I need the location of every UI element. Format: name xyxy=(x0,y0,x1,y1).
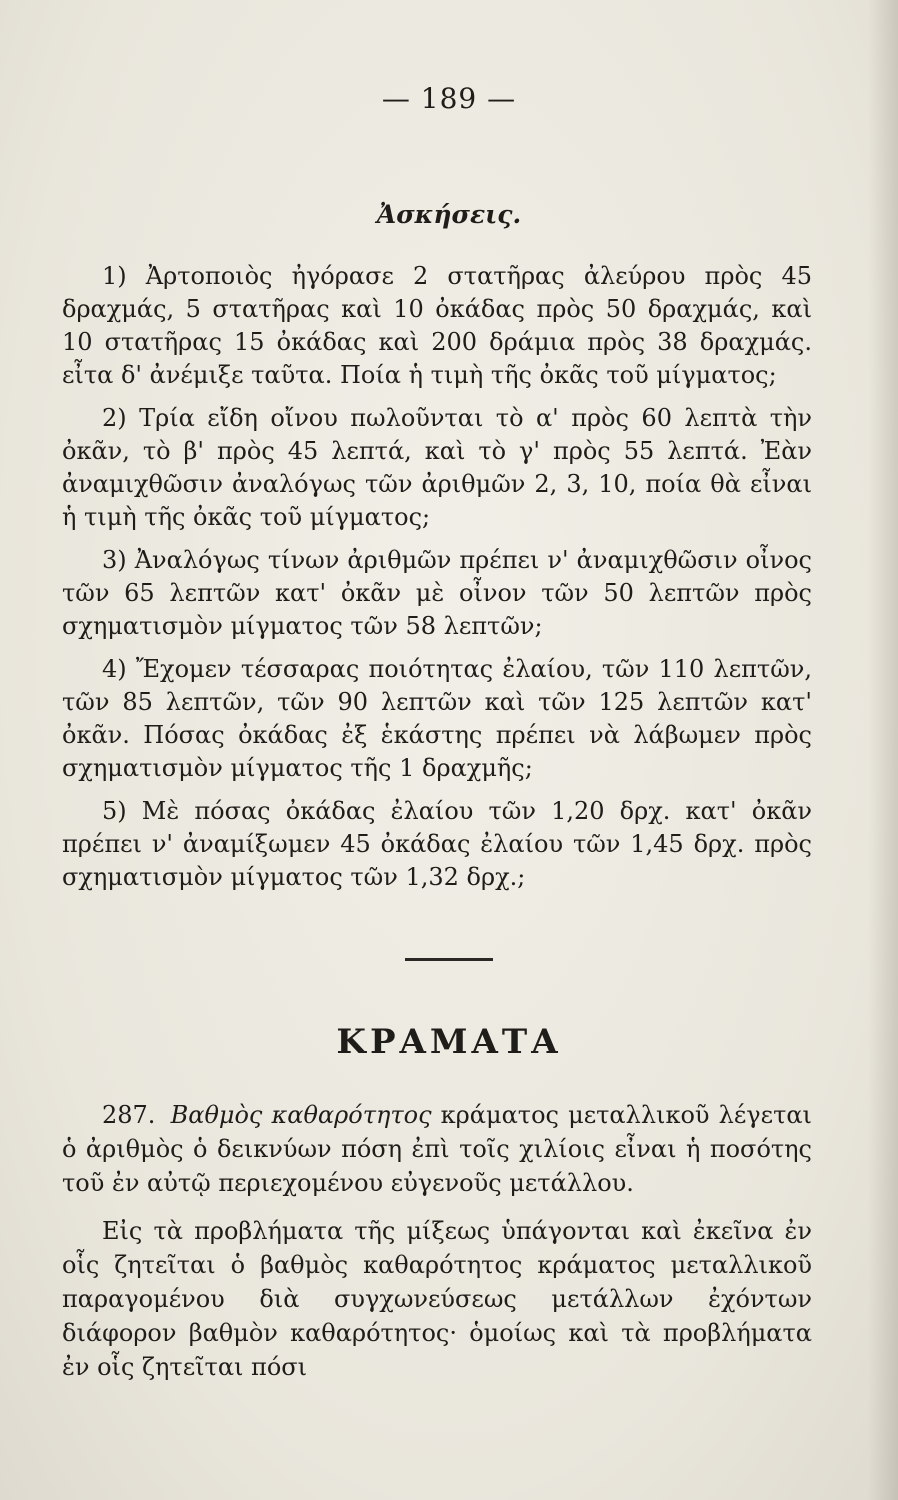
section-heading: Ἀσκήσεις. xyxy=(376,200,522,229)
defined-term: Βαθμὸς καθαρότητος xyxy=(170,1101,432,1129)
exercise-item: 5) Μὲ πόσας ὀκάδας ἐλαίου τῶν 1,20 δρχ. κατ' ὀκᾶν πρέπει ν' ἀναμίξωμεν 45 ὀκάδας ἐλαίου τῶν 1,45 δρχ. πρὸς σχηματισμὸν μίγματος τῶν 1,32 δρχ.; xyxy=(62,797,812,891)
exercise-item: 4) Ἔχομεν τέσσαρας ποιότητας ἐλαίου, τῶν 110 λεπτῶν, τῶν 85 λεπτῶν, τῶν 90 λεπτῶν καὶ τῶν 125 λεπτῶν κατ' ὀκᾶν. Πόσας ὀκάδας ἐξ ἑκάστης πρέπει νὰ λάβωμεν πρὸς σχηματισμὸν μίγματος τῆς 1 δραχμῆς; xyxy=(62,655,812,782)
chapter-title: ΚΡΑΜΑΤΑ xyxy=(336,1022,562,1062)
paragraph-number: 287. xyxy=(102,1101,156,1129)
exercise-item: 1) Ἀρτοποιὸς ἠγόρασε 2 στατῆρας ἀλεύρου πρὸς 45 δραχμάς, 5 στατῆρας καὶ 10 ὀκάδας πρὸς 50 δραχμάς, καὶ 10 στατῆρας 15 ὀκάδας καὶ 200 δράμια πρὸς 38 δραχμάς. εἶτα δ' ἀνέμιξε ταῦτα. Ποία ἡ τιμὴ τῆς ὀκᾶς τοῦ μίγματος; xyxy=(62,262,812,389)
section-divider xyxy=(405,958,493,961)
paragraph: Εἰς τὰ προβλήματα τῆς μίξεως ὑπάγονται καὶ ἐκεῖνα ἐν οἷς ζητεῖται ὁ βαθμὸς καθαρότητος κράματος μεταλλικοῦ παραγομένου διὰ συγχωνεύσεως μετάλλων ἐχόντων διάφορον βαθμὸν καθαρότητος· ὁμοίως καὶ τὰ προβλήματα ἐν οἷς ζητεῖται πόσι xyxy=(62,1217,812,1381)
chapter-body xyxy=(62,1098,812,1398)
page-number: — 189 — xyxy=(381,82,517,115)
exercise-list xyxy=(62,260,812,904)
paragraph-287 xyxy=(62,1098,812,1200)
exercise-item: 3) Ἀναλόγως τίνων ἀριθμῶν πρέπει ν' ἀναμιχθῶσιν οἶνος τῶν 65 λεπτῶν κατ' ὀκᾶν μὲ οἶνον τῶν 50 λεπτῶν πρὸς σχηματισμὸν μίγματος τῶν 58 λεπτῶν; xyxy=(62,546,812,640)
paragraph-text: κράματος μεταλλικοῦ λέγεται ὁ ἀριθμὸς ὁ δεικνύων πόση ἐπὶ τοῖς χιλίοις εἶναι ἡ ποσότης τοῦ ἐν αὐτῷ περιεχομένου εὐγενοῦς μετάλλου. xyxy=(62,1101,812,1197)
exercise-item: 2) Τρία εἴδη οἴνου πωλοῦνται τὸ α' πρὸς 60 λεπτὰ τὴν ὀκᾶν, τὸ β' πρὸς 45 λεπτά, καὶ τὸ γ' πρὸς 55 λεπτά. Ἐὰν ἀναμιχθῶσιν ἀναλόγως τῶν ἀριθμῶν 2, 3, 10, ποία θὰ εἶναι ἡ τιμὴ τῆς ὀκᾶς τοῦ μίγματος; xyxy=(62,404,812,531)
